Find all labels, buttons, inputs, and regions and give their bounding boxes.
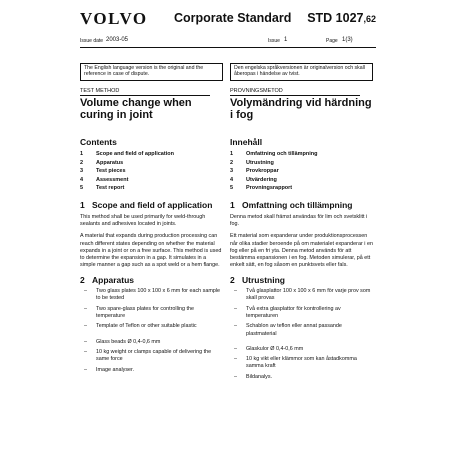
list-item: – Template of Teflon or other suitable plastic [84,323,197,330]
toc-item: 3 Test pieces [80,168,126,175]
list-item: – Glass beads Ø 0,4-0,6 mm [84,338,161,345]
toc-item: 2 Utrustning [230,159,274,166]
list-item: – Två glasplattor 100 x 100 x 6 mm för varje prov som skall provas [234,288,371,302]
toc-item: 5 Provningsrapport [230,185,293,192]
doc-type-label: TEST METHOD [80,88,210,96]
apparatus-list [230,288,373,381]
paragraph: Ett material som expanderar under produktionsprocessen når olika stadier beroende på om materialet expanderar i en fog eller på en fri yta. Denna metod används för att bestämma expansionen i en fog. Metoden simulerar, på ett enkelt sätt, en fog såsom en punktsvets eller fals. [230,233,373,269]
apparatus-list [80,288,223,373]
list-item: – Image analyser. [84,366,135,373]
standard-number [307,11,376,25]
list-item: – Schablon av teflon eller annat passande plastmaterial [234,323,342,337]
section-heading-apparatus: 2 Utrustning [230,275,285,286]
list-item: – 10 kg vikt eller klämmor som kan åstadkomma samma kraft [234,356,357,370]
list-item: – Två extra glasplattor för kontrollering av temperaturen [234,305,341,320]
list-item: – Bildanalys. [234,373,273,380]
toc-item: 4 Assessment [80,176,129,183]
english-column [80,88,223,377]
swedish-column [230,88,373,384]
paragraph: This method shall be used primarily for weld-through sealants and adhesives located in joints. [80,213,206,228]
section-heading-apparatus: 2 Apparatus [80,275,135,286]
doc-title: Volume change when curing in joint [80,97,192,121]
list-item: – Glaskulor Ø 0,4-0,6 mm [234,345,304,352]
list-item: – Two spare-glass plates for controlling the temperature [84,305,194,320]
table-of-contents [230,151,373,194]
toc-item: 1 Scope and field of application [80,151,174,157]
issue-number: 1 [284,37,288,43]
header-rule [80,47,376,48]
list-item: – Two glass plates 100 x 100 x 6 mm for each sample to be tested [84,288,221,302]
table-of-contents [80,151,223,194]
paragraph: Denna metod skall främst användas för lim och svetsklitt i fog. [230,213,368,228]
std-number-main: STD 1027 [307,11,364,25]
contents-heading: Contents [80,137,117,147]
volvo-logo: VOLVO [80,9,148,28]
swedish-language-note: Den engelska språkversionen är originalversion och skall åberopas i händelse av tvist. [230,63,373,81]
english-language-note: The English language version is the original and the reference in case of dispute. [80,63,223,81]
page-number: 1(3) [342,37,353,43]
page-label: Page [326,38,338,44]
contents-heading: Innehåll [230,137,263,147]
std-number-suffix: ,62 [363,14,376,24]
doc-title: Volymändring vid härdning i fog [230,97,372,121]
corporate-standard-title: Corporate Standard [174,11,292,25]
section-heading-scope: 1 Scope and field of application [80,199,213,210]
toc-item: 5 Test report [80,185,125,192]
toc-item: 2 Apparatus [80,159,124,166]
section-heading-scope: 1 Omfattning och tillämpning [230,199,353,210]
list-item: – 10 kg weight or clamps capable of delivering the same force [84,348,212,363]
toc-item: 1 Omfattning och tillämpning [230,151,318,157]
toc-item: 3 Provkroppar [230,168,279,175]
toc-item: 4 Utvärdering [230,176,277,183]
issue-label: Issue [268,38,280,44]
issue-date-label: Issue date [80,38,104,44]
issue-date: 2003-05 [106,37,129,43]
page-header [80,9,376,29]
paragraph: A material that expands during production processing can reach different states depending on whether the material expands in a joint or on a free surface. This method is used to determine the expansion in a gap. It simulates in a simple manner a gap such as a spot weld or a hem flange. [80,233,222,269]
doc-type-label: PROVNINGSMETOD [230,88,360,96]
